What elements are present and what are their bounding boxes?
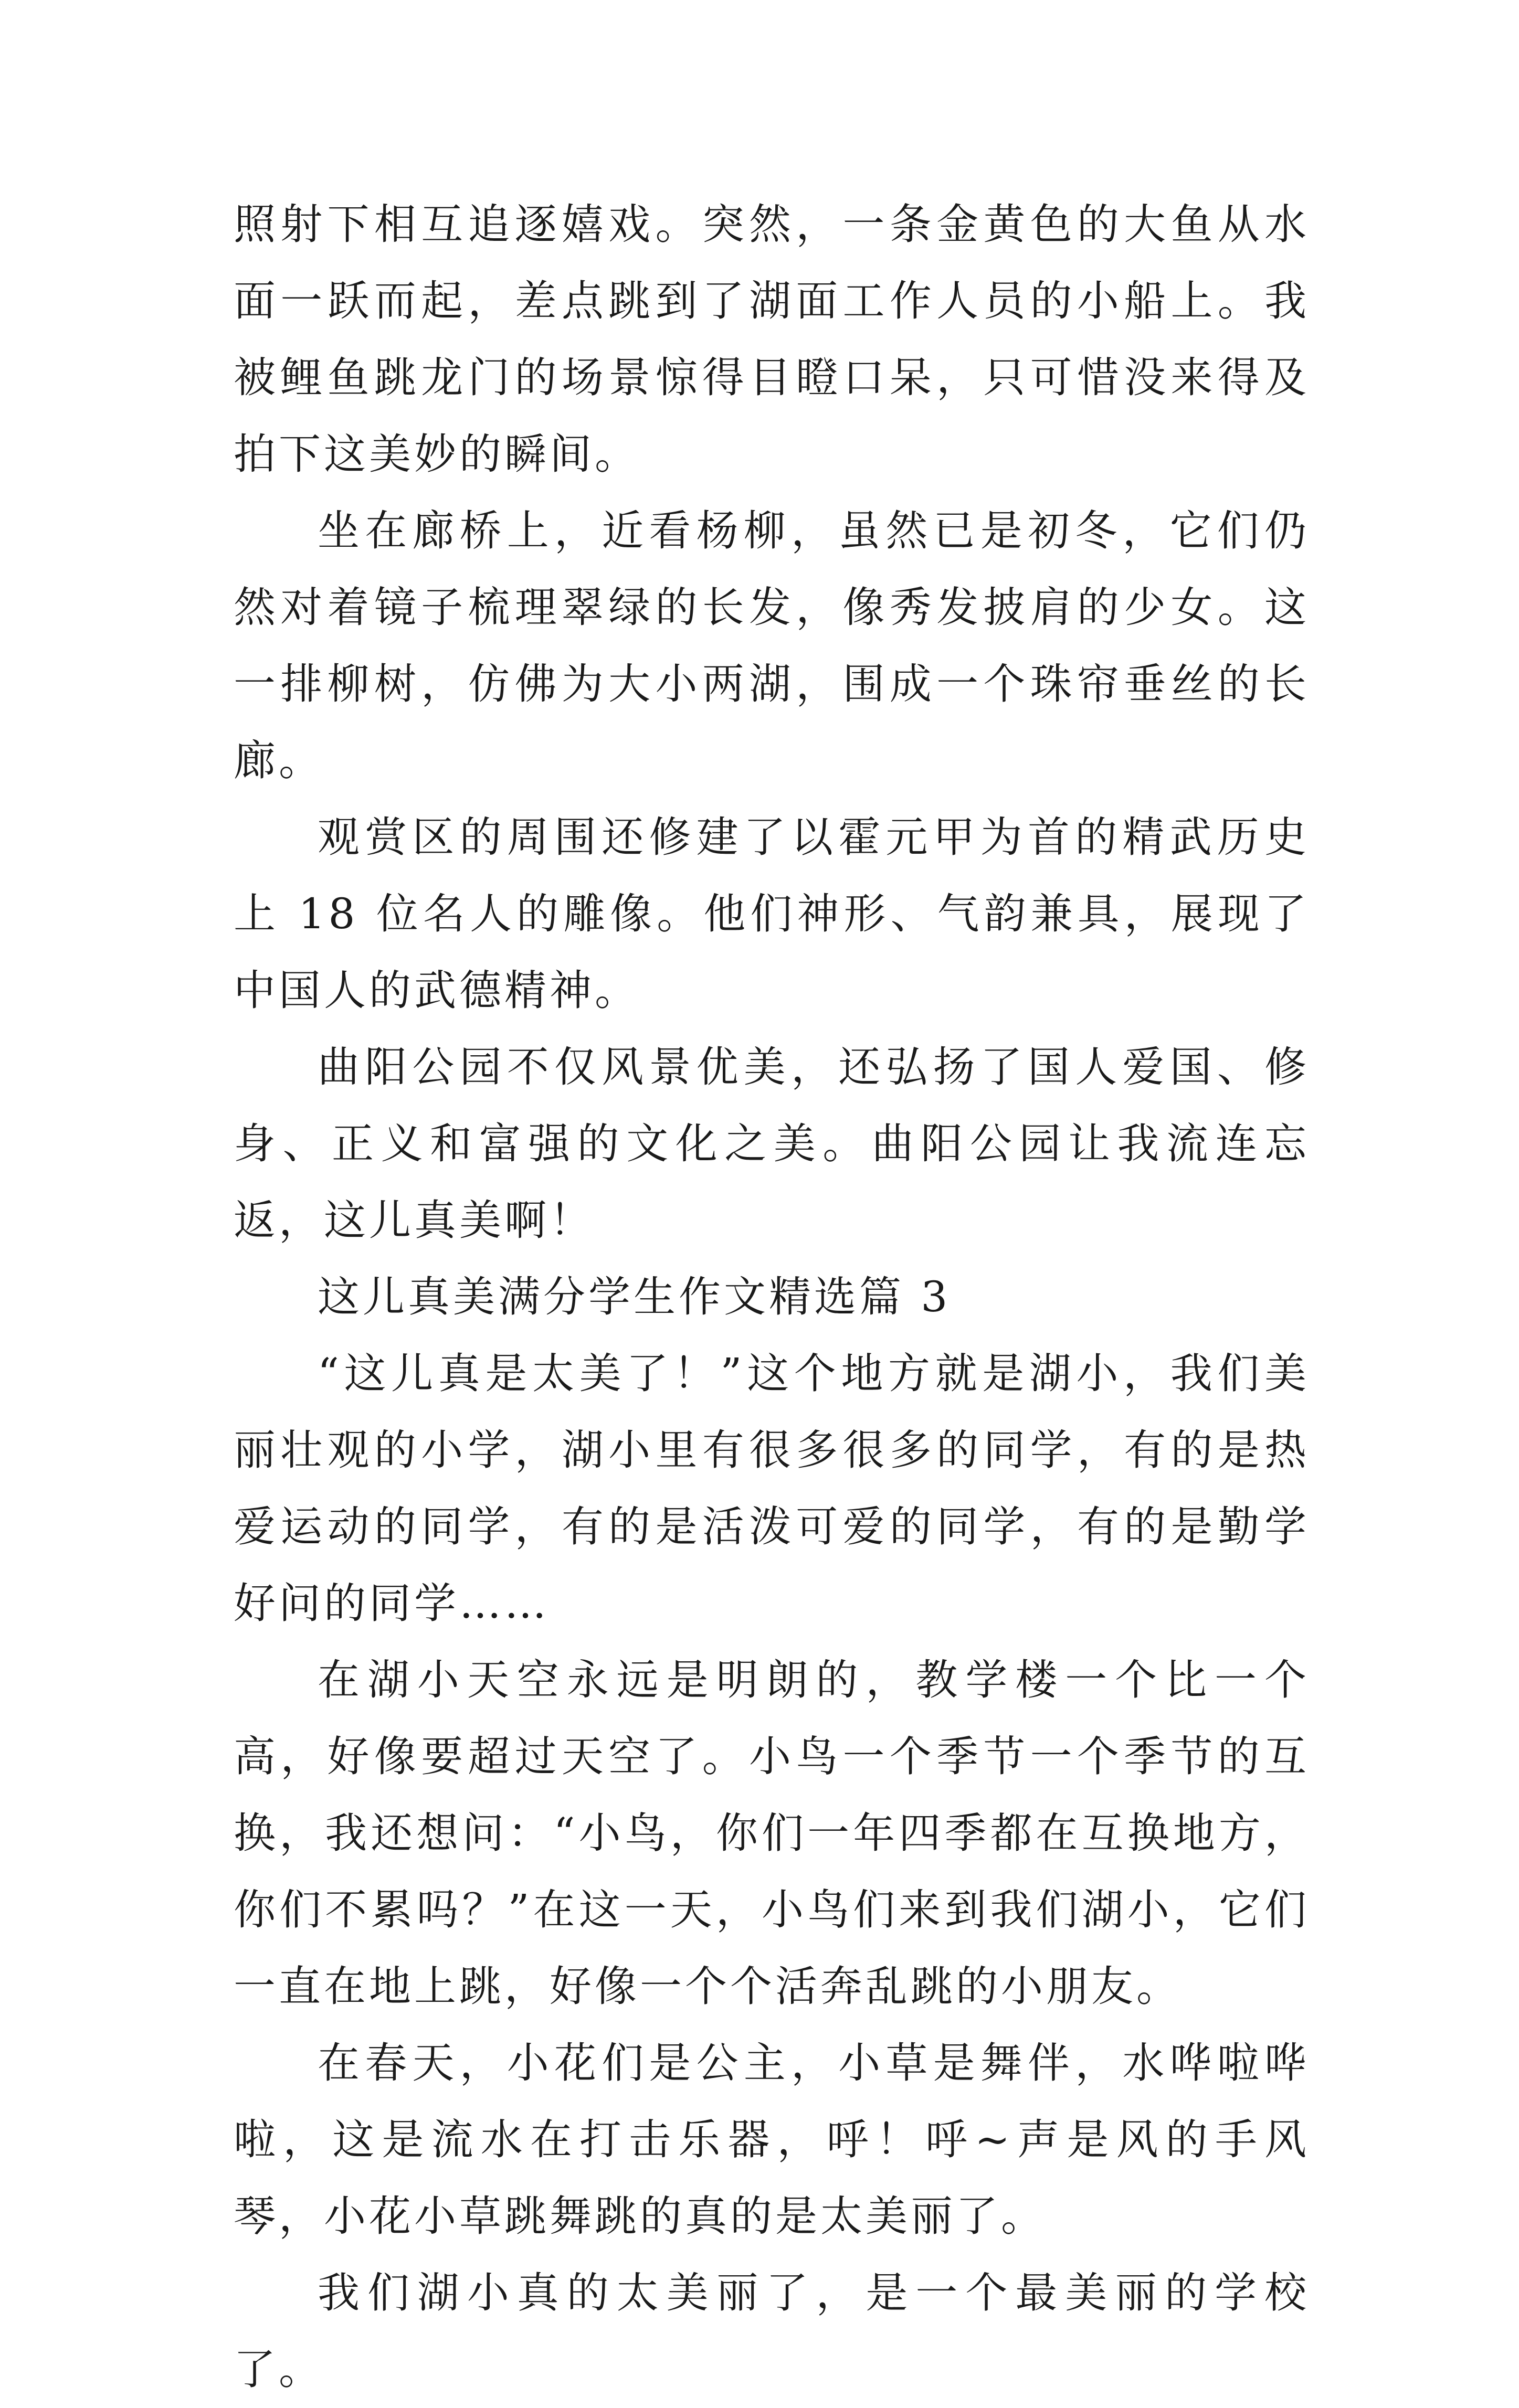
paragraph: 观赏区的周围还修建了以霍元甲为首的精武历史上 18 位名人的雕像。他们神形、气韵兼具，展现了中国人的武德精神。 [234, 813, 1310, 1015]
paragraph: 曲阳公园不仅风景优美，还弘扬了国人爱国、修身、正义和富强的文化之美。曲阳公园让我流连忘返，这儿真美啊！ [234, 1043, 1310, 1245]
section-heading: 这儿真美满分学生作文精选篇 3 [318, 1272, 951, 1321]
paragraph: “这儿真是太美了！”这个地方就是湖小，我们美丽壮观的小学，湖小里有很多很多的同学，有的是热爱运动的同学，有的是活泼可爱的同学，有的是勤学好问的同学…… [234, 1349, 1310, 1628]
paragraph: 坐在廊桥上，近看杨柳，虽然已是初冬，它们仍然对着镜子梳理翠绿的长发，像秀发披肩的少女。这一排柳树，仿佛为大小两湖，围成一个珠帘垂丝的长廊。 [234, 506, 1310, 785]
paragraph: 在春天，小花们是公主，小草是舞伴，水哗啦哗啦，这是流水在打击乐器，呼！呼~声是风的手风琴，小花小草跳舞跳的真的是太美丽了。 [234, 2039, 1310, 2241]
paragraph: 我们湖小真的太美丽了，是一个最美丽的学校了。 [234, 2268, 1310, 2394]
paragraph: 照射下相互追逐嬉戏。突然，一条金黄色的大鱼从水面一跃而起，差点跳到了湖面工作人员的小船上。我被鲤鱼跳龙门的场景惊得目瞪口呆，只可惜没来得及拍下这美妙的瞬间。 [234, 200, 1310, 479]
document-body [234, 186, 1310, 2408]
paragraph: 在湖小天空永远是明朗的，教学楼一个比一个高，好像要超过天空了。小鸟一个季节一个季节的互换，我还想问：“小鸟，你们一年四季都在互换地方，你们不累吗？”在这一天，小鸟们来到我们湖小，它们一直在地上跳，好像一个个活奔乱跳的小朋友。 [234, 1656, 1310, 2011]
